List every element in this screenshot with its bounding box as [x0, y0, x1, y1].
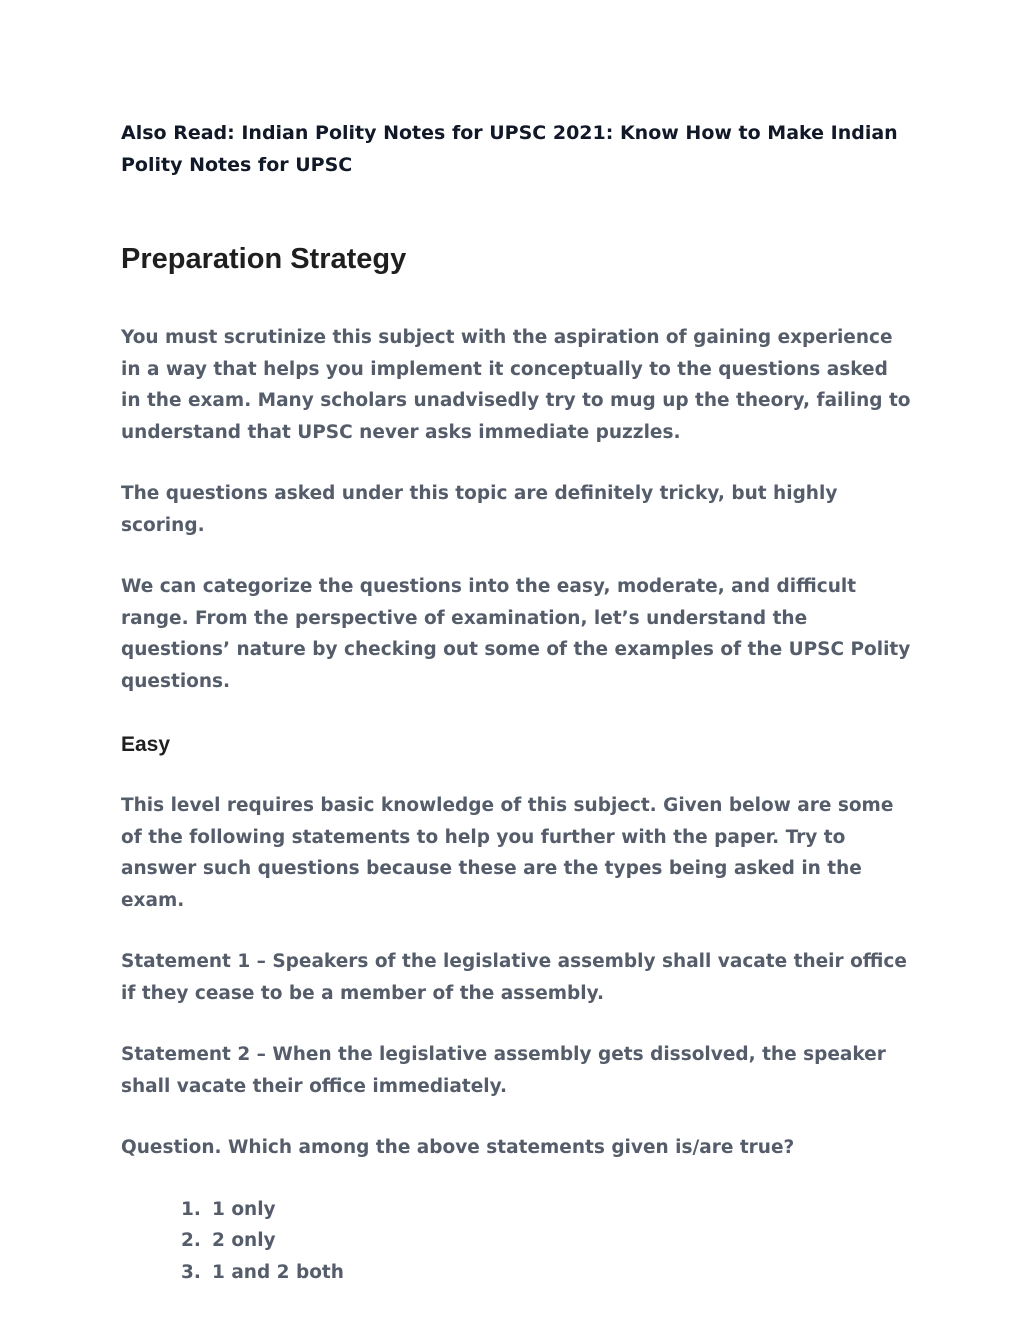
list-item: [181, 1257, 911, 1289]
answer-options-list: [121, 1194, 911, 1289]
paragraph-easy-intro: This level requires basic knowledge of this subject. Given below are some of the following statements to help you further with the paper. Try to answer such questions because these are the types being asked in the exam.: [121, 795, 894, 911]
paragraph-intro: You must scrutinize this subject with the aspiration of gaining experience in a way that helps you implement it conceptually to the questions asked in the exam. Many scholars unadvisedly try to mug up the theory, failing to understand that UPSC never asks immediate puzzles.: [121, 327, 911, 443]
paragraph-categorize: We can categorize the questions into the easy, moderate, and difficult range. From the perspective of examination, let’s understand the questions’ nature by checking out some of the examples of the UPSC Polity questions.: [121, 576, 911, 692]
paragraph-tricky: The questions asked under this topic are definitely tricky, but highly scoring.: [121, 483, 838, 536]
option-number: 3.: [181, 1261, 201, 1283]
question-text: Question. Which among the above statements given is/are true?: [121, 1137, 795, 1158]
also-read-link[interactable]: Also Read: Indian Polity Notes for UPSC 2021: Know How to Make Indian Polity Notes for UPSC: [121, 122, 898, 176]
subsection-title-easy: Easy: [121, 733, 171, 756]
list-item: [181, 1194, 911, 1226]
section-title: Preparation Strategy: [121, 243, 407, 275]
option-number: 1.: [181, 1198, 201, 1220]
option-text: 2 only: [212, 1230, 276, 1251]
option-number: 2.: [181, 1230, 201, 1251]
option-text: 1 and 2 both: [212, 1261, 344, 1283]
list-item: [181, 1225, 911, 1257]
statement-2: Statement 2 – When the legislative assembly gets dissolved, the speaker shall vacate their office immediately.: [121, 1044, 886, 1097]
statement-1: Statement 1 – Speakers of the legislative assembly shall vacate their office if they cease to be a member of the assembly.: [121, 951, 907, 1004]
option-text: 1 only: [212, 1198, 276, 1220]
document-page: [121, 118, 911, 1288]
